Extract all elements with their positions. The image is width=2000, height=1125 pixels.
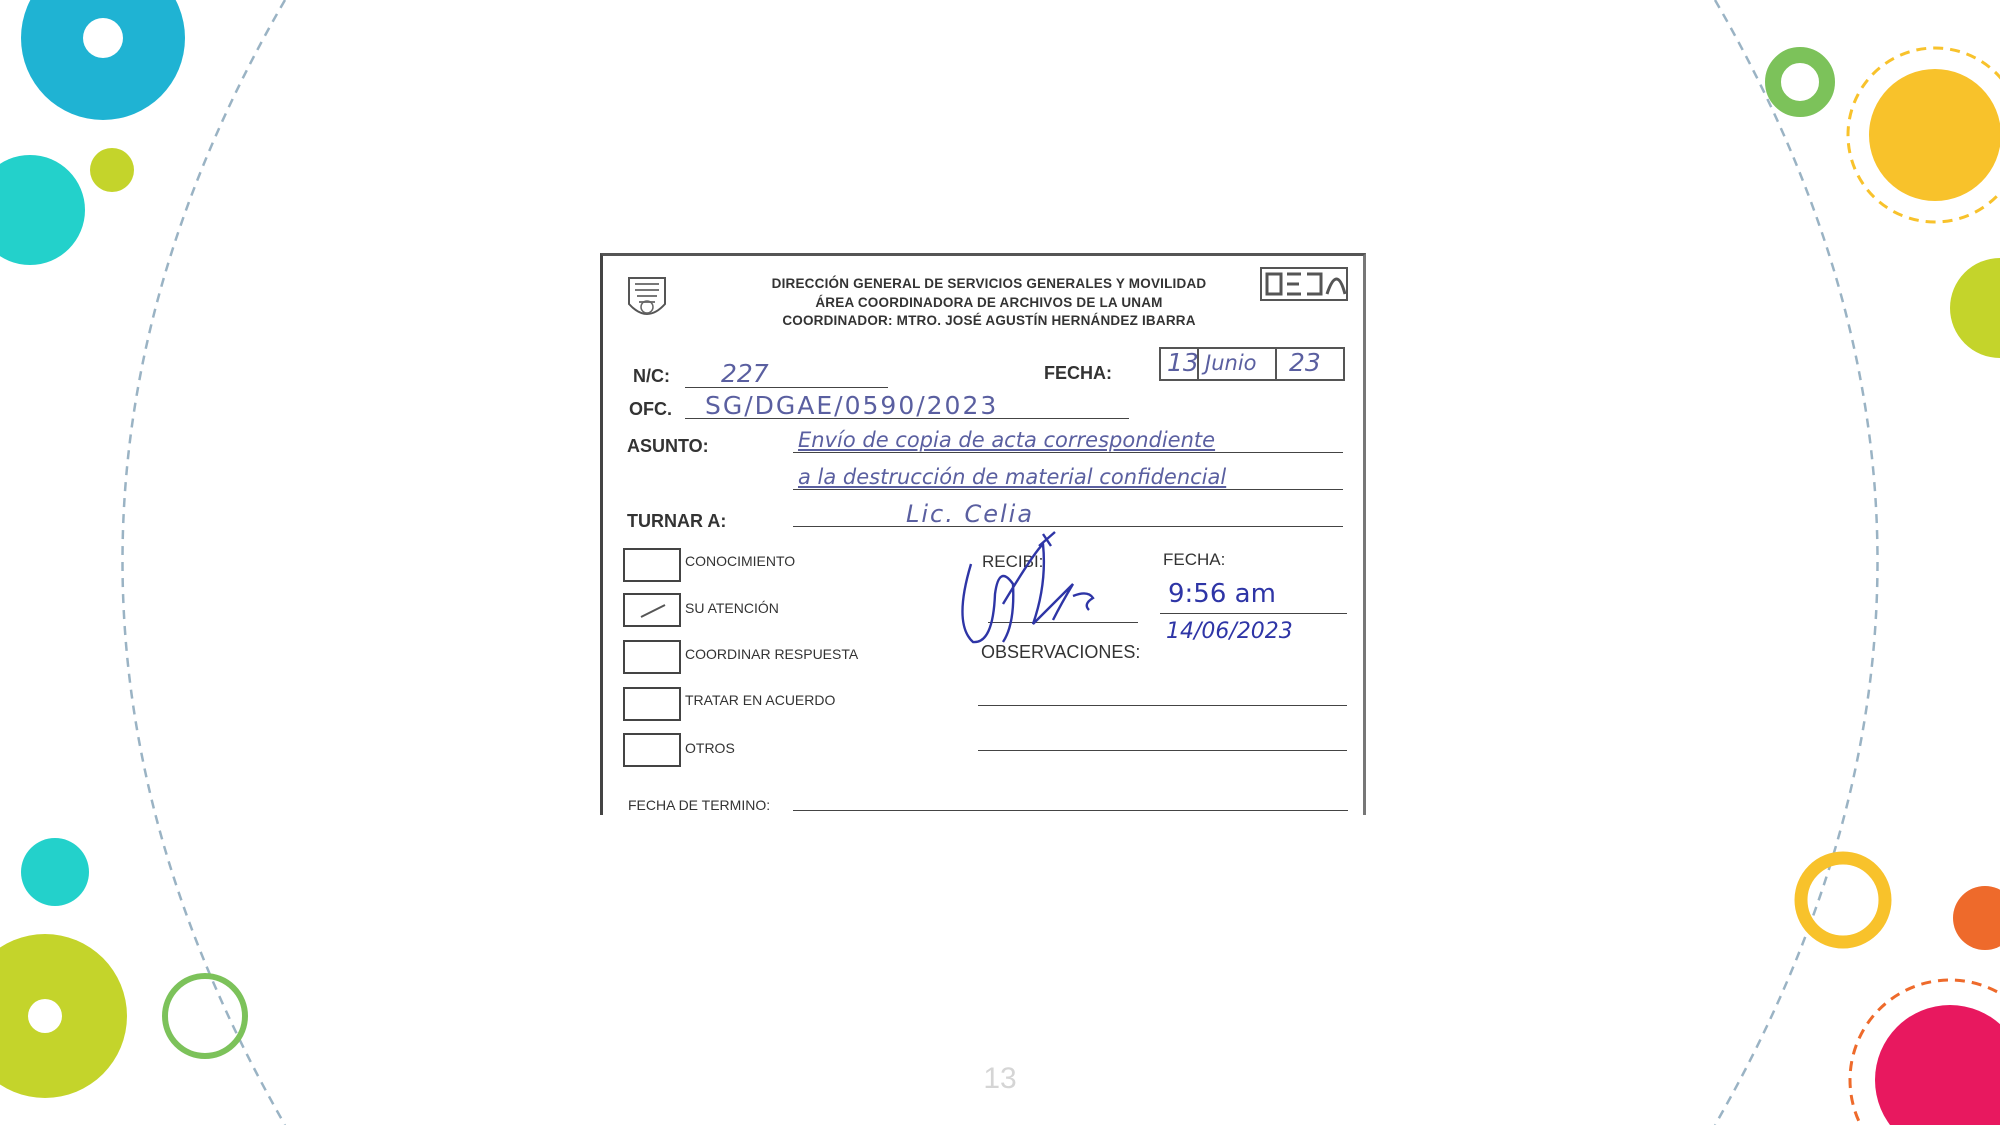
asunto-line-1 bbox=[793, 452, 1343, 453]
checkbox-otros bbox=[623, 733, 681, 767]
fecha-divider-2 bbox=[1275, 348, 1277, 380]
blue-circle-hole bbox=[83, 18, 123, 58]
header-line-3: COORDINADOR: MTRO. JOSÉ AGUSTÍN HERNÁNDEZ IBARRA bbox=[782, 313, 1196, 328]
ofc-value: SG/DGAE/0590/2023 bbox=[705, 391, 999, 420]
checkbox-label-tratar-en-acuerdo: TRATAR EN ACUERDO bbox=[685, 692, 836, 708]
teal-dot bbox=[21, 838, 89, 906]
header-line-2: ÁREA COORDINADORA DE ARCHIVOS DE LA UNAM bbox=[815, 295, 1163, 310]
observaciones-line-1 bbox=[978, 705, 1347, 706]
nc-value: 227 bbox=[721, 359, 769, 388]
routing-slip bbox=[600, 253, 1366, 815]
fecha-day: 13 bbox=[1167, 348, 1199, 377]
asunto-line-2 bbox=[793, 489, 1343, 490]
hora-value: 9:56 am bbox=[1168, 579, 1276, 609]
header-line-1: DIRECCIÓN GENERAL DE SERVICIOS GENERALES Y MOVILIDAD bbox=[771, 276, 1207, 291]
yellow-circle bbox=[1869, 69, 2000, 201]
dashed-arc-left bbox=[123, 0, 286, 1125]
checkbox-tratar-en-acuerdo bbox=[623, 687, 681, 721]
fecha-label: FECHA: bbox=[1044, 363, 1112, 383]
observaciones-label: OBSERVACIONES: bbox=[981, 642, 1141, 662]
asunto-text-1: Envío de copia de acta correspondiente bbox=[798, 428, 1216, 452]
check-mark-icon bbox=[625, 595, 679, 625]
nc-line bbox=[685, 387, 888, 388]
yellow-ring bbox=[1801, 858, 1885, 942]
fecha-recibi-label: FECHA: bbox=[1163, 550, 1226, 569]
fecha-recibi-value: 14/06/2023 bbox=[1166, 619, 1293, 644]
checkbox-label-su-atencion: SU ATENCIÓN bbox=[685, 600, 779, 616]
fecha-recibi-line bbox=[1160, 613, 1347, 614]
checkbox-coordinar-respuesta bbox=[623, 640, 681, 674]
turnar-label: TURNAR A: bbox=[627, 511, 727, 531]
fecha-year: 23 bbox=[1289, 348, 1321, 377]
asunto-text-2: a la destrucción de material confidencial bbox=[798, 465, 1227, 489]
lime-circle bbox=[0, 934, 127, 1098]
fecha-month: Junio bbox=[1205, 351, 1257, 375]
teal-circle bbox=[0, 155, 85, 265]
pink-circle bbox=[1875, 1005, 2000, 1125]
lime-dot bbox=[90, 148, 134, 192]
nc-label: N/C: bbox=[633, 366, 670, 386]
observaciones-line-2 bbox=[978, 750, 1347, 751]
dashed-arc-right bbox=[1715, 0, 1878, 1125]
green-ring-small bbox=[1773, 55, 1827, 109]
fecha-termino-line bbox=[793, 810, 1348, 811]
checkbox-label-otros: OTROS bbox=[685, 740, 735, 756]
orange-circle bbox=[1953, 886, 2000, 950]
signature bbox=[943, 524, 1123, 654]
asunto-label: ASUNTO: bbox=[627, 436, 709, 456]
turnar-value: Lic. Celia bbox=[906, 500, 1035, 528]
fecha-termino-label: FECHA DE TERMINO: bbox=[628, 797, 771, 813]
ofc-label: OFC. bbox=[629, 399, 672, 419]
lime-circle-right bbox=[1950, 258, 2000, 358]
page-number: 13 bbox=[983, 1062, 1017, 1095]
lime-circle-hole bbox=[28, 999, 62, 1033]
checkbox-label-coordinar-respuesta: COORDINAR RESPUESTA bbox=[685, 646, 859, 662]
checkbox-conocimiento bbox=[623, 548, 681, 582]
green-ring bbox=[165, 976, 245, 1056]
checkbox-su-atencion bbox=[623, 593, 681, 627]
checkbox-label-conocimiento: CONOCIMIENTO bbox=[685, 553, 796, 569]
recibi-label: RECIBI: bbox=[982, 552, 1044, 571]
